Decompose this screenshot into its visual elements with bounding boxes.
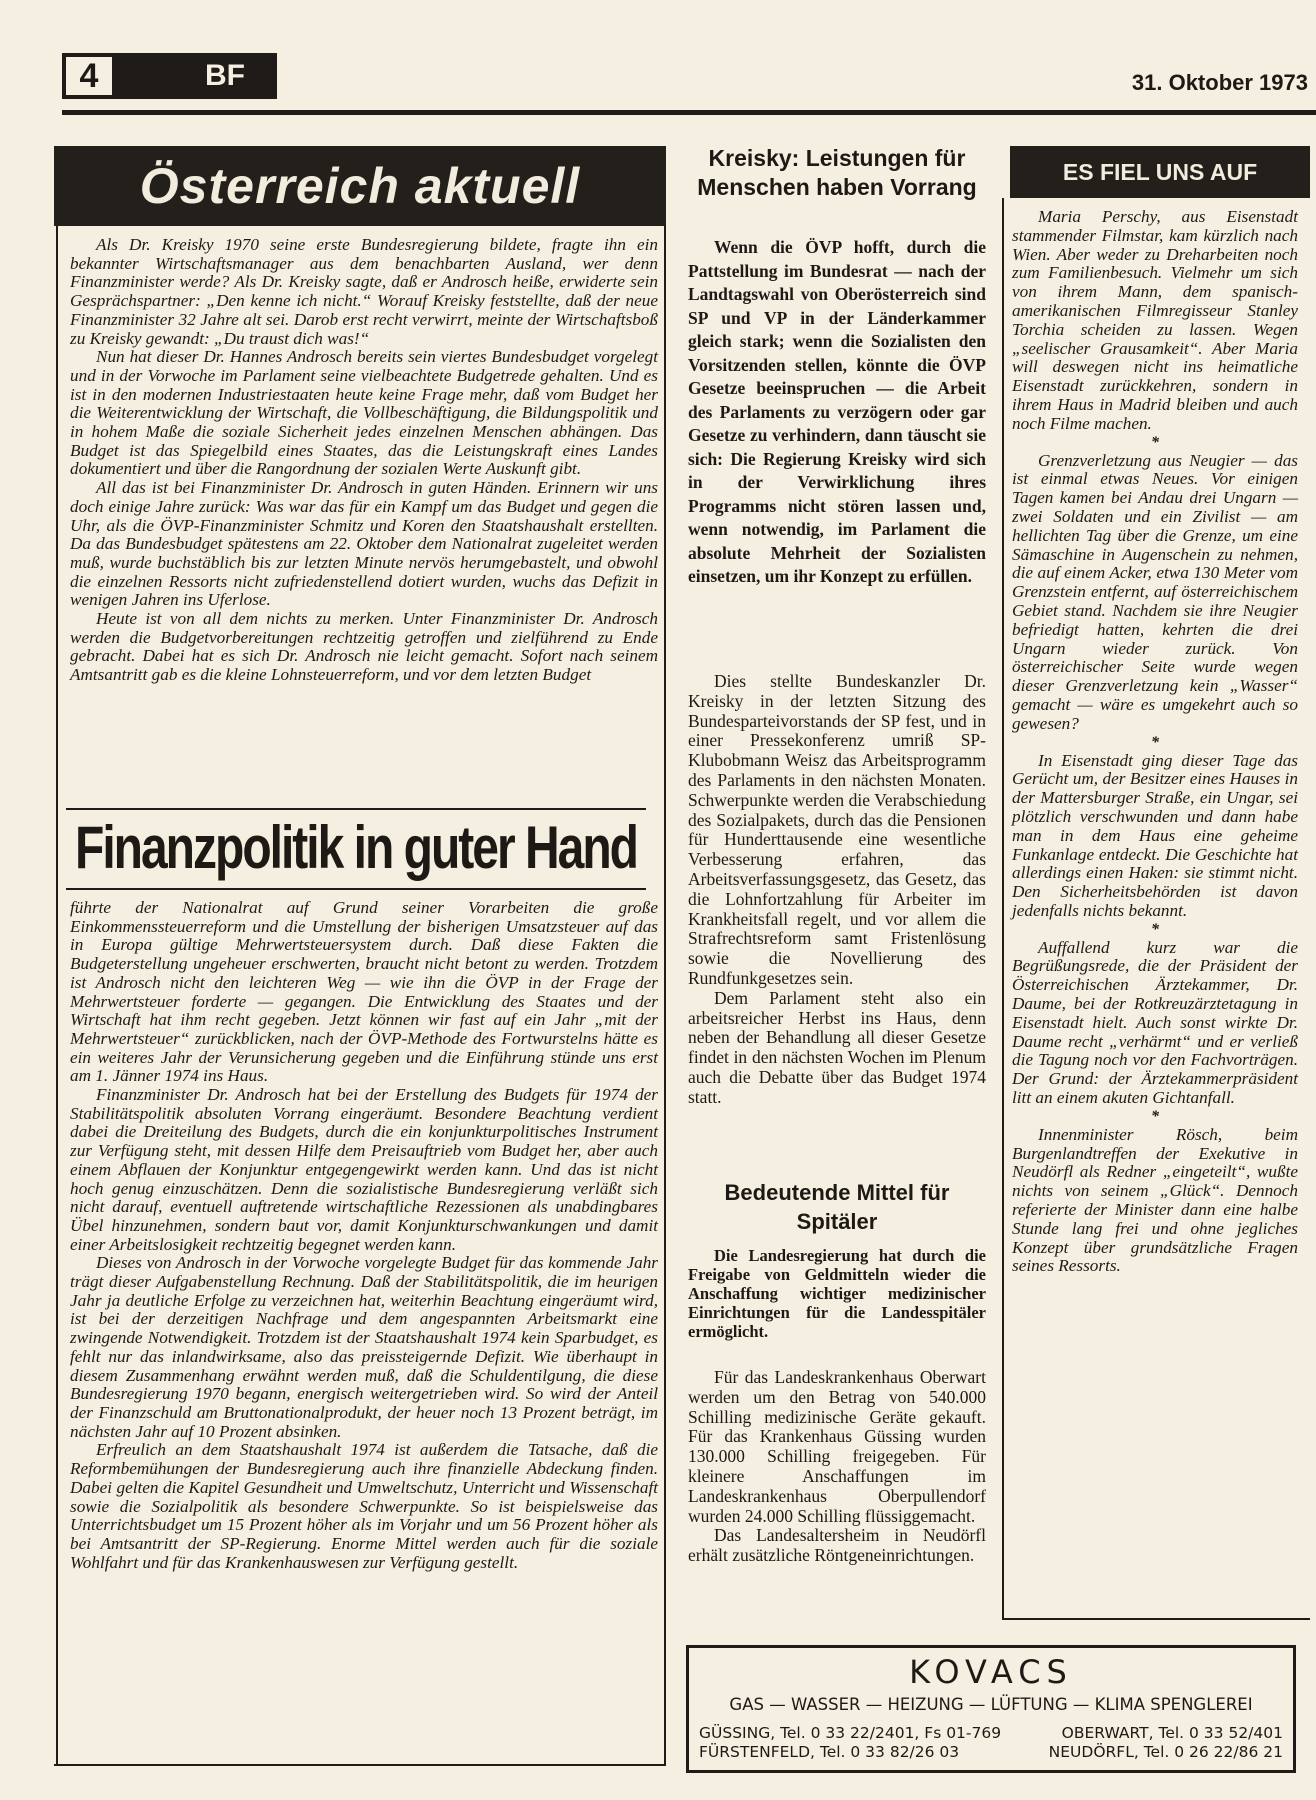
sidebar-header xyxy=(1010,146,1310,198)
paragraph: Dies stellte Bundeskanzler Dr. Kreisky in der letzten Sitzung des Bundesparteivorstands der SP fest, und in einer Pressekonferenz umriß SP-Klubobmann Weisz das Arbeitsprogramm des Parlaments in den nächsten Monaten. Schwerpunkte werden die Verabschiedung des Sozialpakets, durch das die Pensionen für Hunderttausende eine wesentliche Verbesserung erfahren, das Arbeitsverfassungsgesetz, das Gesetz, das die Lohnfortzahlung für Arbeiter im Krankheitsfall regelt, und vor allem die Strafrechtsreform samt Fristenlösung sowie die Novellierung des Rundfunkgesetzes sein. xyxy=(688,671,986,988)
lead-paragraph: Wenn die ÖVP hofft, durch die Pattstellung im Bundesrat — nach der Landtagswahl von Oberösterreich sind SP und VP in der Länderkammer gleich stark; wenn die Sozialisten den Vorsitzenden stellen, könnte die ÖVP Gesetze beeinspruchen — die Arbeit des Parlaments zu verzögern oder gar Gesetze zu verhindern, dann täuscht sie sich: Die Regierung Kreisky wird sich in der Verwirklichung ihres Programms nicht stören lassen und, wenn notwendig, im Parlament die absolute Mehrheit der Sozialisten einsetzen, um ihr Konzept zu erfüllen. xyxy=(688,237,986,586)
divider xyxy=(66,888,646,890)
article-body-part1 xyxy=(70,236,658,685)
ad-services: GAS — WASSER — HEIZUNG — LÜFTUNG — KLIMA SPENGLEREI xyxy=(729,1695,1253,1714)
sidebar-body xyxy=(1012,208,1298,1276)
divider xyxy=(66,808,646,810)
article-lead xyxy=(688,236,986,589)
news-item: In Eisenstadt ging dieser Tage das Gerücht um, der Besitzer eines Hauses in der Mattersburger Straße, ein Ungar, sei plötzlich verschwunden und dann habe man in dem Haus eine geheime Funkanlage entdeckt. Die Geschichte hat allerdings einen Haken: sie stimmt nicht. Den Sicherheitsbehörden ist davon jedenfalls nichts bekannt. xyxy=(1012,750,1298,920)
news-item: Grenzverletzung aus Neugier — das ist einmal etwas Neues. Vor einigen Tagen kamen bei Andau drei Ungarn — zwei Soldaten und ein Zivilist — am hellichten Tag über die Grenze, um eine Sämaschine in Augenschein zu nehmen, die auf einem Acker, etwa 130 Meter vom Grenzstein entfernt, auf österreichischem Gebiet stand. Nachdem sie ihre Neugier befriedigt hatten, kehrten die drei Ungarn wieder zurück. Von österreichischer Seite wurde wegen dieser Grenzverletzung kein „Wasser“ gemacht — wäre es umgekehrt auch so gewesen? xyxy=(1012,450,1298,733)
ad-contact: GÜSSING, Tel. 0 33 22/2401, Fs 01-769 xyxy=(699,1724,1002,1742)
article-body-part2 xyxy=(70,899,658,1572)
article-headline: Kreisky: Leistungen für Menschen haben Vorrang xyxy=(697,145,977,200)
ad-contact: NEUDÖRFL, Tel. 0 26 22/86 21 xyxy=(1048,1743,1283,1761)
separator: * xyxy=(1151,433,1159,451)
section-banner xyxy=(54,146,666,226)
ad-contact: OBERWART, Tel. 0 33 52/401 xyxy=(1061,1724,1283,1742)
subheadline: Finanzpolitik in guter Hand xyxy=(75,815,637,882)
article-headline-2: Bedeutende Mittel für Spitäler xyxy=(724,1180,950,1234)
paragraph: Für das Landeskrankenhaus Oberwart werden um den Betrag von 540.000 Schilling medizinische Geräte gekauft. Für das Krankenhaus Güssing wurden 130.000 Schilling freigegeben. Für kleinere Anschaffungen im Landeskrankenhaus Oberpullendorf wurden 24.000 Schilling flüssiggemacht. xyxy=(688,1367,986,1526)
column-bottom-rule xyxy=(54,1764,666,1766)
masthead-rule xyxy=(62,110,1316,115)
paragraph: Nun hat dieser Dr. Hannes Androsch bereits sein viertes Bundesbudget vorgelegt und in der Vorwoche im Parlament seine vielbeachtete Budgetrede gehalten. Und es ist in den modernen Industriestaaten heute keine Frage mehr, daß vom Budget her die Weiterentwicklung der Wirtschaft, die Vollbeschäftigung, die Bildungspolitik und in hohem Maße die soziale Sicherheit jedes einzelnen Menschen abhängen. Das Budget ist das Spiegelbild eines Staates, das die Leistungskraft eines Landes dokumentiert und über die Rangordnung der sozialen Werte Auskunft gibt. xyxy=(70,347,658,479)
paragraph: Dieses von Androsch in der Vorwoche vorgelegte Budget für das kommende Jahr trägt dieser Aufgabenstellung Rechnung. Daß der Stabilitätspolitik, die im heurigen Jahr ja deutliche Erfolge zu verzeichnen hat, weiterhin Beachtung eingeräumt wird, ist bei der derzeitigen Nachfrage und dem angespannten Arbeitsmarkt eine zwingende Notwendigkeit. Trotzdem ist der Staatshaushalt 1974 kein Sparbudget, es fehlt nur das inlandwirksame, also das preissteigernde Defizit. Wie überhaupt in diesem Zusammenhang erwähnt werden muß, daß die Schuldentilgung, die diese Bundesregierung 1970 begann, energisch weitergetrieben wird. So wird der Anteil der Finanzschuld am Bruttonationalprodukt, der heuer noch 13 Prozent beträgt, im nächsten Jahr auf 10 Prozent absinken. xyxy=(70,1253,658,1441)
news-item: Auffallend kurz war die Begrüßungsrede, die der Präsident der Österreichischen Ärztekammer, Dr. Daume, bei der Rotkreuzärztetagung in Eisenstadt hielt. Auch sonst wirkte Dr. Daume recht „verhärmt“ und er verließ die Tagung noch vor den Fachvorträgen. Der Grund: der Ärztekammerpräsident litt an einem akuten Gichtanfall. xyxy=(1012,937,1298,1108)
page-number: 4 xyxy=(66,57,112,95)
article-lead-2 xyxy=(688,1246,986,1341)
ad-contacts xyxy=(689,1716,1293,1762)
paragraph: führte der Nationalrat auf Grund seiner Vorarbeiten die große Einkommenssteuerreform und die Umstellung der bisherigen Umsatzsteuer auf das in Europa gültige Mehrwertsteuersystem durch. Daß diese Fakten die Budgeterstellung ungeheuer erschwerten, braucht nicht betont zu werden. Trotzdem ist Androsch nicht den leichteren Weg — wie ihn die ÖVP in der Frage der Mehrwertsteuer forderte — gegangen. Die Entwicklung des Staates und der Wirtschaft hat ihm recht gegeben. Jetzt können wir fast auf ein Jahr „mit der Mehrwertsteuer“ zurückblicken, nach der ÖVP-Methode des Fortwurstelns hätte es ein weiteres Jahr der Verunsicherung gegeben und die Einführung stünde uns erst am 1. Jänner 1974 ins Haus. xyxy=(70,898,658,1086)
paragraph: Erfreulich an dem Staatshaushalt 1974 ist außerdem die Tatsache, daß die Reformbemühungen der Bundesregierung auch ihre finanzielle Abdeckung finden. Dabei gelten die Kapitel Gesundheit und Umweltschutz, Unterricht und Wissenschaft sowie die Sozialpolitik als besondere Schwerpunkte. So ist beispielsweise das Unterrichtsbudget um 15 Prozent höher als im Vorjahr und um 56 Prozent höher als bei Amtsantritt der SP-Regierung. Enorme Mittel werden auch für die soziale Wohlfahrt und für das Krankenhauswesen zur Verfügung gestellt. xyxy=(70,1440,658,1572)
separator: * xyxy=(1151,1107,1159,1125)
news-item: Innenminister Rösch, beim Burgenlandtreffen der Exekutive in Neudörfl als Redner „eingeteilt“, wußte nichts von seinem „Glück“. Dennoch referierte der Minister dann eine halbe Stunde lang frei und ohne jegliches Konzept über grundsätzliche Fragen seines Ressorts. xyxy=(1012,1124,1298,1276)
column-border-left xyxy=(56,226,58,1766)
paragraph: Heute ist von all dem nichts zu merken. Unter Finanzminister Dr. Androsch werden die Budgetvorbereitungen rechtzeitig getroffen und zielführend zu Ende gebracht. Dabei hat es sich Dr. Androsch nie leicht gemacht. Sofort nach seinem Amtsantritt gab es die kleine Lohnsteuerreform, und vor dem letzten Budget xyxy=(70,609,658,685)
sidebar-bottom-rule xyxy=(1002,1618,1310,1620)
issue-date: 31. Oktober 1973 xyxy=(1131,70,1308,95)
paragraph: Dem Parlament steht also ein arbeitsreicher Herbst ins Haus, denn neben der Behandlung all dieser Gesetze findet in den nächsten Wochen im Plenum auch die Debatte über das Budget 1974 statt. xyxy=(688,987,986,1107)
sidebar-header-title: ES FIEL UNS AUF xyxy=(1062,158,1258,185)
section-label: BF xyxy=(205,59,245,92)
paragraph: Das Landesaltersheim in Neudörfl erhält zusätzliche Röntgeneinrichtungen. xyxy=(688,1525,986,1566)
paragraph: All das ist bei Finanzminister Dr. Androsch in guten Händen. Erinnern wir uns doch einige Jahre zurück: Was war das für ein Kampf um das Budget und gegen die Uhr, als die ÖVP-Finanzminister Schmitz und Koren den Staatshaushalt erstellten. Da das Bundesbudget spätestens am 22. Oktober dem Nationalrat zugeleitet werden muß, wurde buchstäblich bis zur letzten Minute nervös herumgebastelt, und obwohl die einzelnen Ressorts nicht zufriedenstellend dotiert wurden, wuchs das Defizit in wenigen Jahren ins Uferlose. xyxy=(70,478,658,610)
column-border-right xyxy=(664,226,666,1766)
lead-paragraph: Die Landesregierung hat durch die Freigabe von Geldmitteln wieder die Anschaffung wichtiger medizinischer Einrichtungen für die Landesspitäler ermöglicht. xyxy=(688,1246,986,1341)
ad-company: KOVACS xyxy=(909,1653,1073,1691)
separator: * xyxy=(1151,733,1159,751)
article-body-2 xyxy=(688,1368,986,1566)
news-item: Maria Perschy, aus Eisenstadt stammender Filmstar, kam kürzlich nach Wien. Aber weder zu Dreharbeiten noch zum Familienbesuch. Vielmehr um sich von ihrem Mann, dem spanisch-amerikanischen Filmregisseur Stanley Torchia scheiden zu lassen. Wegen „seelischer Grausamkeit“. Aber Maria will deswegen nicht ins heimatliche Eisenstadt zurückkehren, sondern in ihrem Haus in Madrid bleiben und auch noch Filme machen. xyxy=(1012,207,1298,433)
advertisement xyxy=(686,1645,1296,1773)
paragraph: Finanzminister Dr. Androsch hat bei der Erstellung des Budgets für 1974 der Stabilitätspolitik absoluten Vorrang eingeräumt. Besondere Beachtung verdient dabei die Dreiteilung des Budgets, durch die ein konjunkturpolitisches Instrument zur Verfügung steht, mit dessen Hilfe dem Preisauftrieb vom Budget her, aber auch einem Abflauen der Konjunktur entgegengewirkt werden kann. Und das ist nicht hoch genug einzuschätzen. Denn die sozialistische Bundesregierung verläßt sich nicht darauf, eventuell auftretende wirtschaftliche Rezessionen als unabdingbares Übel hinzunehmen, sondern baut vor, damit Konjunkturschwankungen und damit einer Arbeitslosigkeit rechtzeitig begegnet werden kann. xyxy=(70,1085,658,1254)
article-body xyxy=(688,672,986,1108)
sidebar-border xyxy=(1002,198,1004,1620)
paragraph: Als Dr. Kreisky 1970 seine erste Bundesregierung bildete, fragte ihn ein bekannter Wirtschaftsmanager aus dem benachbarten Ausland, wer denn Finanzminister werde? Als Dr. Kreisky sagte, daß er Androsch heiße, erwiderte sein Gesprächspartner: „Den kenne ich nicht.“ Worauf Kreisky feststellte, daß der neue Finanzminister 32 Jahre alt sei. Darob erst recht verwirrt, meinte der Wirtschaftsboß zu Kreisky gewandt: „Du traust dich was!“ xyxy=(70,235,658,348)
ad-contact: FÜRSTENFELD, Tel. 0 33 82/26 03 xyxy=(699,1743,960,1761)
section-banner-title: Österreich aktuell xyxy=(139,158,581,214)
separator: * xyxy=(1151,920,1159,938)
